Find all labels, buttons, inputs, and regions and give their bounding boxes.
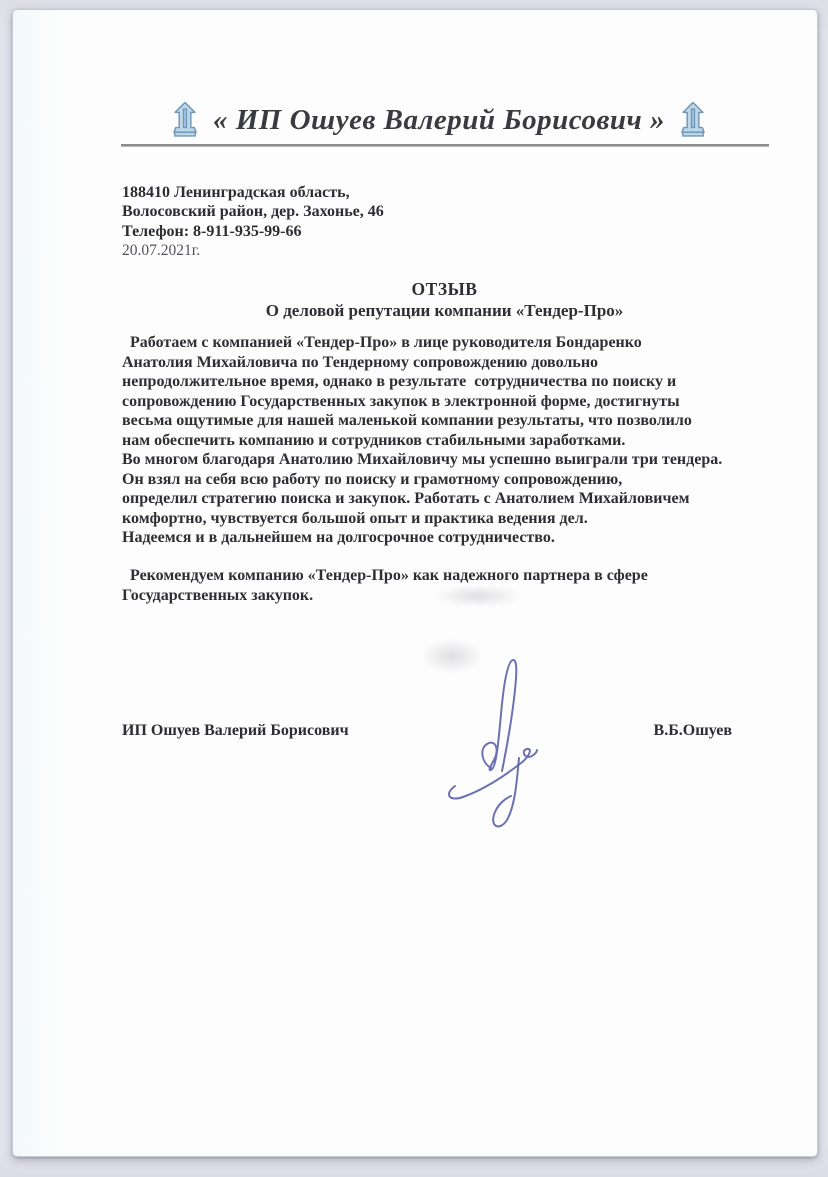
body-line: Он взял на себя всю работу по поиску и грамотному сопровождению, — [122, 470, 623, 488]
body-line: Во многом благодаря Анатолию Михайловичу мы успешно выиграли три тендера. — [122, 451, 723, 468]
contact-line: Волосовский район, дер. Захонье, 46 — [122, 203, 384, 221]
body-line: Работаем с компанией «Тендер-Про» в лице руководителя Бондаренко — [122, 334, 642, 351]
document-subtitle: О деловой репутации компании «Тендер-Про» — [265, 301, 624, 320]
body-line: нам обеспечить компанию и сотрудников стабильными заработками. — [122, 431, 626, 449]
body-line: непродолжительное время, однако в результате сотрудничества по поиску и — [122, 373, 677, 390]
letterhead — [109, 92, 769, 148]
recommendation-line: Государственных закупок. — [122, 586, 314, 604]
recommendation-text — [122, 566, 777, 605]
signatory-initials: В.Б.Ошуев — [653, 722, 732, 739]
monument-icon — [171, 100, 199, 140]
signatory-name: ИП Ошуев Валерий Борисович — [122, 722, 349, 739]
body-line: весьма ощутимые для нашей маленькой компании результаты, что позволило — [122, 412, 692, 429]
company-title: « ИП Ошуев Валерий Борисович » — [212, 103, 666, 136]
title-block — [122, 278, 767, 322]
body-line: Анатолия Михайловича по Тендерному сопровождению довольно — [122, 353, 599, 371]
body-line: комфортно, чувствуется большой опыт и практика ведения дел. — [122, 509, 588, 527]
handwritten-signature — [445, 650, 557, 842]
contact-line: Телефон: 8-911-935-99-66 — [122, 222, 302, 240]
letter-date: 20.07.2021г. — [122, 242, 201, 260]
monument-icon — [679, 100, 707, 140]
body-line: сопровождению Государственных закупок в электронной форме, достигнуты — [122, 392, 680, 410]
letterhead-divider — [121, 144, 769, 147]
body-line: Надеемся и в дальнейшем на долгосрочное сотрудничество. — [122, 529, 555, 546]
contact-line: 188410 Ленинградская область, — [122, 184, 350, 201]
body-line: определил стратегию поиска и закупок. Работать с Анатолием Михайловичем — [122, 490, 690, 507]
document-title: ОТЗЫВ — [411, 279, 478, 299]
signature-row — [122, 722, 732, 740]
body-text — [122, 333, 777, 548]
contact-block — [122, 183, 384, 261]
document-page — [12, 9, 818, 1157]
recommendation-line: Рекомендуем компанию «Тендер-Про» как надежного партнера в сфере — [122, 567, 648, 584]
